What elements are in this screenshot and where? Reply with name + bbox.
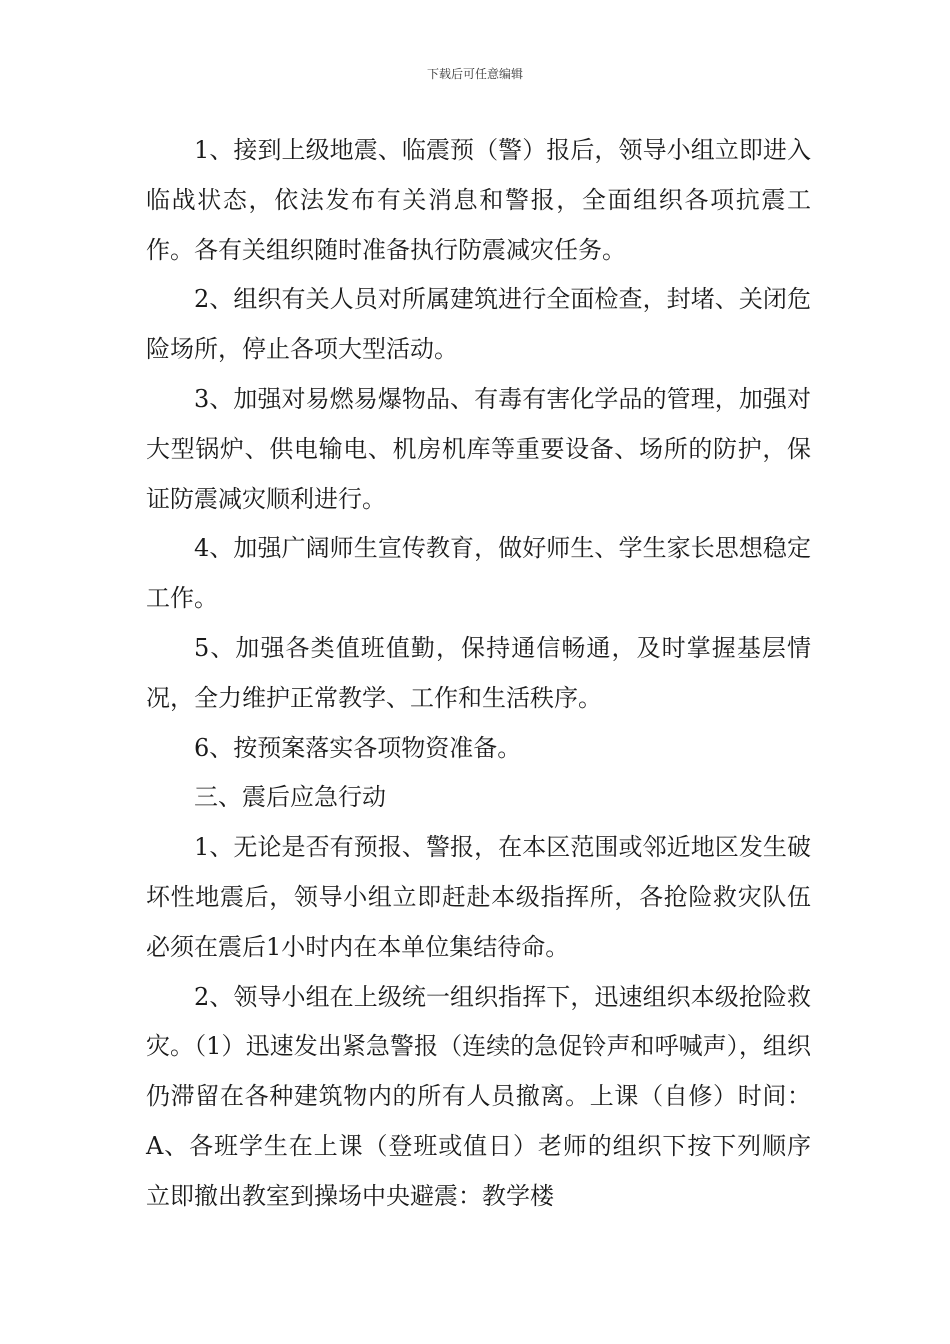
- paragraph-7: 1、无论是否有预报、警报，在本区范围或邻近地区发生破坏性地震后，领导小组立即赶赴本级指挥所，各抢险救灾队伍必须在震后1小时内在本单位集结待命。: [146, 833, 811, 961]
- page-header: 下载后可任意编辑: [426, 67, 523, 81]
- paragraph-8: 2、领导小组在上级统一组织指挥下，迅速组织本级抢险救灾。（1）迅速发出紧急警报（连续的急促铃声和呼喊声），组织仍滞留在各种建筑物内的所有人员撤离。上课（自修）时间：A、各班学生在上课（登班或值日）老师的组织下按下列顺序立即撤出教室到操场中央避震：教学楼: [146, 982, 811, 1210]
- paragraph-1: 1、接到上级地震、临震预（警）报后，领导小组立即进入临战状态，依法发布有关消息和警报，全面组织各项抗震工作。各有关组织随时准备执行防震减灾任务。: [146, 136, 811, 264]
- paragraph-6: 6、按预案落实各项物资准备。: [194, 733, 522, 762]
- paragraph-4: 4、加强广阔师生宣传教育，做好师生、学生家长思想稳定工作。: [146, 534, 811, 613]
- paragraph-3: 3、加强对易燃易爆物品、有毒有害化学品的管理，加强对大型锅炉、供电输电、机房机库等重要设备、场所的防护，保证防震减灾顺利进行。: [146, 384, 811, 513]
- paragraph-5: 5、加强各类值班值勤，保持通信畅通，及时掌握基层情况，全力维护正常教学、工作和生活秩序。: [146, 633, 811, 712]
- section-heading: 三、震后应急行动: [194, 783, 386, 812]
- document-body: [146, 126, 811, 1222]
- paragraph-2: 2、组织有关人员对所属建筑进行全面检查，封堵、关闭危险场所，停止各项大型活动。: [146, 285, 811, 364]
